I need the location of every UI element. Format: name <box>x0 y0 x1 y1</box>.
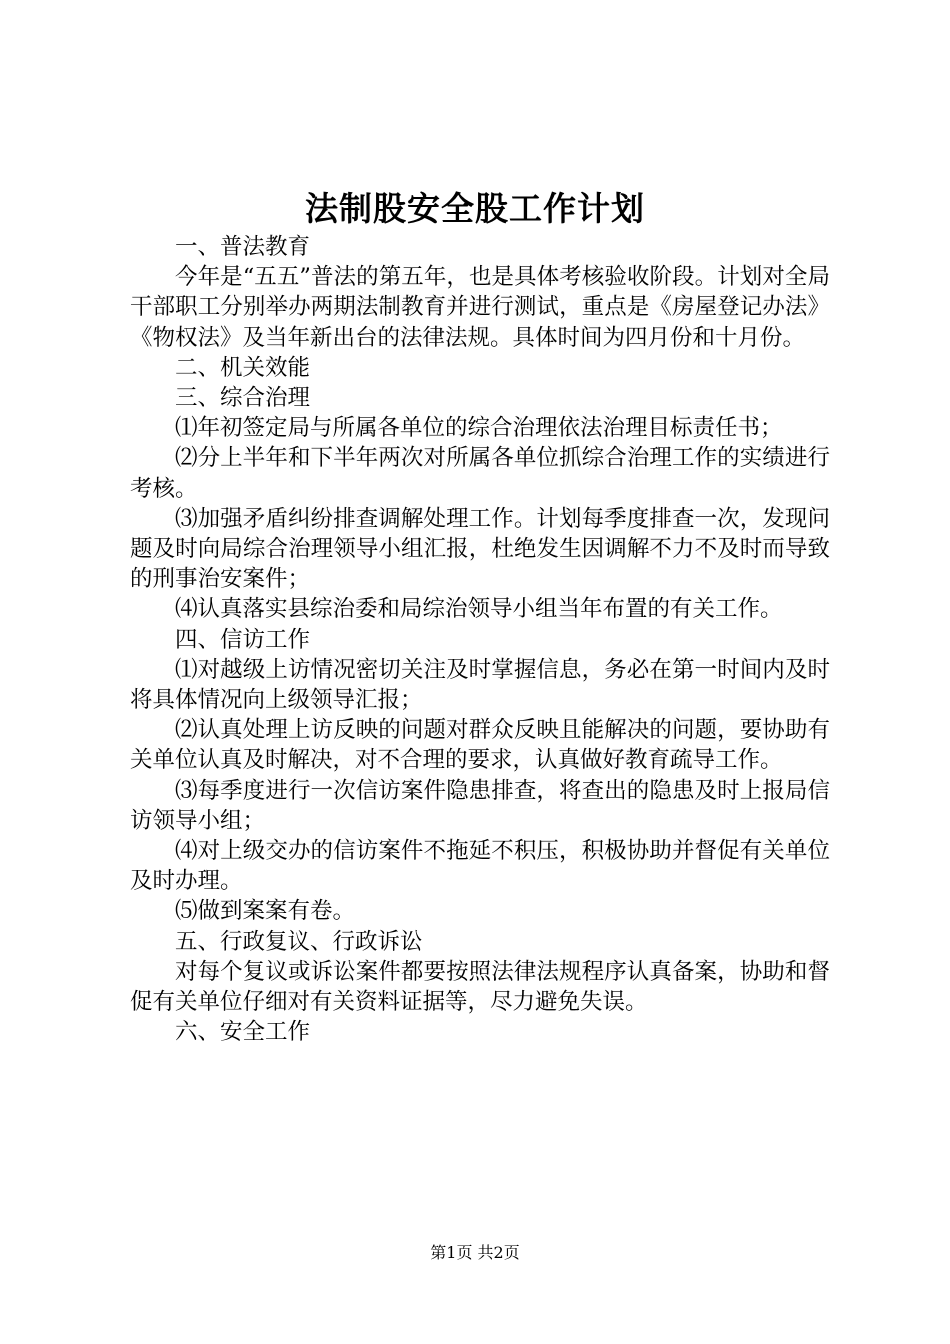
document-title: 法制股安全股工作计划 <box>305 189 645 228</box>
paragraph: 今年是“五五”普法的第五年，也是具体考核验收阶段。计划对全局干部职工分别举办两期法制教育并进行测试，重点是《房屋登记办法》《物权法》及当年新出台的法律法规。具体时间为四月份和十月份。 <box>130 264 830 351</box>
list-item: ⑷认真落实县综治委和局综治领导小组当年布置的有关工作。 <box>175 596 783 623</box>
list-item: ⑶每季度进行一次信访案件隐患排查，将查出的隐患及时上报局信访领导小组； <box>130 777 830 834</box>
section-heading: 四、信访工作 <box>175 626 311 653</box>
list-item: ⑷对上级交办的信访案件不拖延不积压，积极协助并督促有关单位及时办理。 <box>130 838 830 895</box>
section-heading: 一、普法教育 <box>175 234 311 260</box>
list-item: ⑴对越级上访情况密切关注及时掌握信息，务必在第一时间内及时将具体情况向上级领导汇报； <box>130 656 830 714</box>
section-heading: 二、机关效能 <box>175 354 311 381</box>
section-heading: 六、安全工作 <box>175 1019 311 1046</box>
list-item: ⑸做到案案有卷。 <box>175 898 356 925</box>
list-item: ⑴年初签定局与所属各单位的综合治理依法治理目标责任书； <box>175 415 783 442</box>
section-heading: 三、综合治理 <box>175 385 311 412</box>
document-body <box>130 232 830 1047</box>
paragraph: 对每个复议或诉讼案件都要按照法律法规程序认真备案，协助和督促有关单位仔细对有关资料证据等，尽力避免失误。 <box>130 958 830 1016</box>
list-item: ⑵认真处理上访反映的问题对群众反映且能解决的问题，要协助有关单位认真及时解决，对不合理的要求，认真做好教育疏导工作。 <box>130 717 830 774</box>
section-heading: 五、行政复议、行政诉讼 <box>175 928 423 955</box>
list-item: ⑶加强矛盾纠纷排查调解处理工作。计划每季度排查一次，发现问题及时向局综合治理领导小组汇报，杜绝发生因调解不力不及时而导致的刑事治安案件； <box>130 505 830 593</box>
page-footer: 第1页 共2页 <box>430 1243 520 1262</box>
list-item: ⑵分上半年和下半年两次对所属各单位抓综合治理工作的实绩进行考核。 <box>130 445 830 502</box>
